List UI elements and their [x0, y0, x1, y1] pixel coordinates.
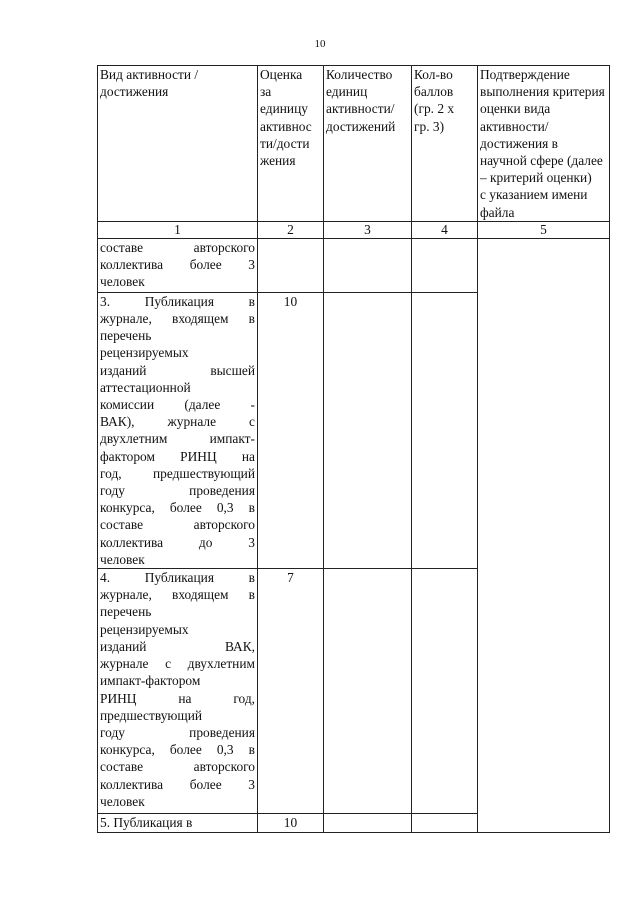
text-line: импакт-фактором [100, 673, 201, 689]
text-line: (гр. 2 х [414, 101, 455, 117]
text-line: аттестационной [100, 379, 191, 395]
text-line: человек [100, 793, 145, 809]
text-line: Подтверждение [480, 67, 570, 82]
text-line: перечень [100, 604, 152, 620]
text-line: коллектива до 3 [100, 534, 255, 550]
text-line: жения [260, 153, 296, 169]
criteria-table [97, 65, 610, 833]
text-line: Кол-во [414, 67, 453, 82]
text-line: журнале с двухлетним [100, 656, 255, 672]
text-line: Количество [326, 67, 393, 82]
text-line: году проведения [100, 724, 255, 740]
text-line: 5. Публикация в [100, 815, 193, 831]
header-score-per-unit [258, 66, 324, 222]
activity-description [98, 569, 258, 814]
text-line: активности/ [480, 118, 549, 134]
text-line: ти/дости [260, 135, 310, 151]
column-number: 2 [258, 221, 324, 238]
text-line: активности/ [326, 101, 395, 117]
text-line: 3. Публикация в [100, 293, 255, 309]
header-points [412, 66, 478, 222]
text-line: активнос [260, 118, 312, 134]
text-line: человек [100, 551, 145, 567]
text-line: год, предшествующий [100, 465, 255, 481]
text-line: Оценка [260, 67, 303, 82]
score-cell: 7 [258, 569, 324, 814]
units-count-cell [324, 814, 412, 833]
score-cell: 10 [258, 814, 324, 833]
text-line: году проведения [100, 483, 255, 499]
text-line: единицу [260, 101, 308, 117]
text-line: рецензируемых [100, 621, 189, 637]
text-line: конкурса, более 0,3 в [100, 742, 255, 758]
text-line: изданий высшей [100, 362, 255, 378]
text-line: двухлетним импакт- [100, 431, 255, 447]
units-count-cell [324, 569, 412, 814]
text-line: составе авторского [100, 759, 255, 775]
text-line: фактором РИНЦ на [100, 448, 255, 464]
text-line: файла [480, 204, 515, 220]
text-line: научной сфере (далее [480, 153, 603, 169]
text-line: перечень [100, 328, 152, 344]
text-line: рецензируемых [100, 345, 189, 361]
text-line: выполнения критерия [480, 84, 605, 100]
text-line: РИНЦ на год, [100, 690, 255, 706]
text-line: составе авторского [100, 517, 255, 533]
header-confirmation [478, 66, 610, 222]
column-number: 3 [324, 221, 412, 238]
text-line: 4. Публикация в [100, 570, 255, 586]
activity-description [98, 238, 258, 292]
text-line: журнале, входящем в [100, 311, 255, 327]
text-line: комиссии (далее - [100, 397, 255, 413]
text-line: достижения в [480, 135, 558, 151]
column-number: 4 [412, 221, 478, 238]
text-line: Вид активности / [100, 67, 199, 82]
text-line: изданий ВАК, [100, 638, 255, 654]
points-cell [412, 814, 478, 833]
score-cell [258, 238, 324, 292]
confirmation-cell [478, 238, 610, 832]
points-cell [412, 292, 478, 568]
table-row [98, 238, 610, 292]
text-line: достижений [326, 118, 396, 134]
units-count-cell [324, 292, 412, 568]
units-count-cell [324, 238, 412, 292]
text-line: человек [100, 274, 145, 290]
points-cell [412, 569, 478, 814]
header-row [98, 66, 610, 222]
text-line: за [260, 84, 272, 100]
activity-description [98, 292, 258, 568]
text-line: гр. 3) [414, 118, 445, 134]
text-line: оценки вида [480, 101, 551, 117]
header-units-count [324, 66, 412, 222]
column-number: 1 [98, 221, 258, 238]
points-cell [412, 238, 478, 292]
column-number-row [98, 221, 610, 238]
text-line: единиц [326, 84, 368, 100]
text-line: коллектива более 3 [100, 257, 255, 273]
text-line: с указанием имени [480, 187, 588, 203]
text-line: журнале, входящем в [100, 587, 255, 603]
text-line: конкурса, более 0,3 в [100, 500, 255, 516]
text-line: составе авторского [100, 239, 255, 255]
text-line: баллов [414, 84, 454, 100]
header-activity-type [98, 66, 258, 222]
score-cell: 10 [258, 292, 324, 568]
text-line: – критерий оценки) [480, 170, 592, 186]
text-line: предшествующий [100, 707, 203, 723]
page-number: 10 [314, 38, 326, 50]
text-line: ВАК), журнале с [100, 414, 255, 430]
text-line: достижения [100, 84, 169, 100]
text-line: коллектива более 3 [100, 776, 255, 792]
activity-description [98, 814, 258, 833]
column-number: 5 [478, 221, 610, 238]
